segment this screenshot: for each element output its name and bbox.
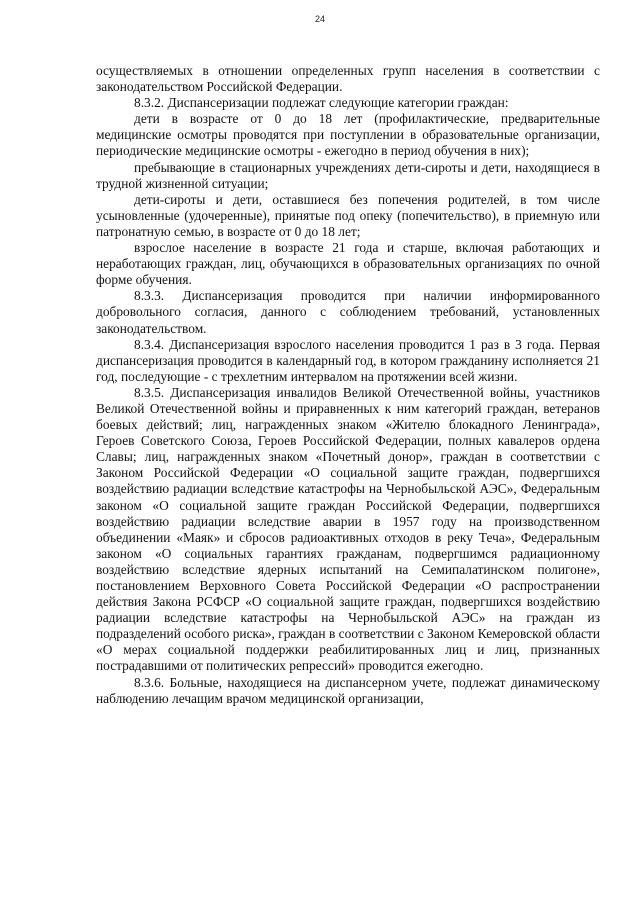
paragraph-8-3-6: 8.3.6. Больные, находящиеся на диспансерном учете, подлежат динамическому наблюдению лечащим врачом медицинской организации, [96,674,600,706]
list-item-orphans-institutions: пребывающие в стационарных учреждениях дети-сироты и дети, находящиеся в трудной жизненной ситуации; [96,159,600,191]
paragraph-8-3-3: 8.3.3. Диспансеризация проводится при наличии информированного добровольного согласия, данного с соблюдением требований, установленных законодательством. [96,288,600,336]
list-item-orphans-without-care: дети-сироты и дети, оставшиеся без попечения родителей, в том числе усыновленные (удочеренные), принятые под опеку (попечительство), в приемную или патронатную семью, в возрасте от 0 до 18 лет; [96,191,600,239]
paragraph-8-3-4: 8.3.4. Диспансеризация взрослого населения проводится 1 раз в 3 года. Первая диспансеризация проводится в календарный год, в котором гражданину исполняется 21 год, последующие - с трехлетним интервалом на протяжении всей жизни. [96,336,600,384]
page-number: 24 [314,14,325,24]
paragraph-8-3-2: 8.3.2. Диспансеризации подлежат следующие категории граждан: [134,95,509,111]
list-item-children: дети в возрасте от 0 до 18 лет (профилактические, предварительные медицинские осмотры проводятся при поступлении в образовательные организации, периодические медицинские осмотры - ежегодно в период обучения в них); [96,111,600,159]
document-body [96,63,600,707]
list-item-adults: взрослое население в возрасте 21 года и старше, включая работающих и неработающих граждан, лиц, обучающихся в образовательных организациях по очной форме обучения. [96,240,600,288]
paragraph-continuation: осуществляемых в отношении определенных групп населения в соответствии с законодательством Российской Федерации. [96,63,600,95]
paragraph-8-3-5: 8.3.5. Диспансеризация инвалидов Великой Отечественной войны, участников Великой Отечественной войны и приравненных к ним категорий граждан, ветеранов боевых действий; лиц, награжденных знаком «Жителю блокадного Ленинграда», Героев Советского Союза, Героев Российской Федерации, полных кавалеров ордена Славы; лиц, награжденных знаком «Почетный донор», граждан в соответствии с Законом Российской Федерации «О социальной защите граждан, подвергшихся воздействию радиации вследствие катастрофы на Чернобыльской АЭС», Федеральным законом «О социальной защите граждан Российской Федерации, подвергшихся воздействию радиации вследствие аварии в 1957 году на производственном объединении «Маяк» и сбросов радиоактивных отходов в реку Теча», Федеральным законом «О социальных гарантиях гражданам, подвергшимся радиационному воздействию вследствие ядерных испытаний на Семипалатинском полигоне», постановлением Верховного Совета Российской Федерации «О распространении действия Закона РСФСР «О социальной защите граждан, подвергшихся воздействию радиации вследствие катастрофы на Чернобыльской АЭС» на граждан из подразделений особого риска», граждан в соответствии с Законом Кемеровской области «О мерах социальной поддержки реабилитированных лиц и лиц, признанных пострадавшими от политических репрессий» проводится ежегодно. [96,384,600,674]
